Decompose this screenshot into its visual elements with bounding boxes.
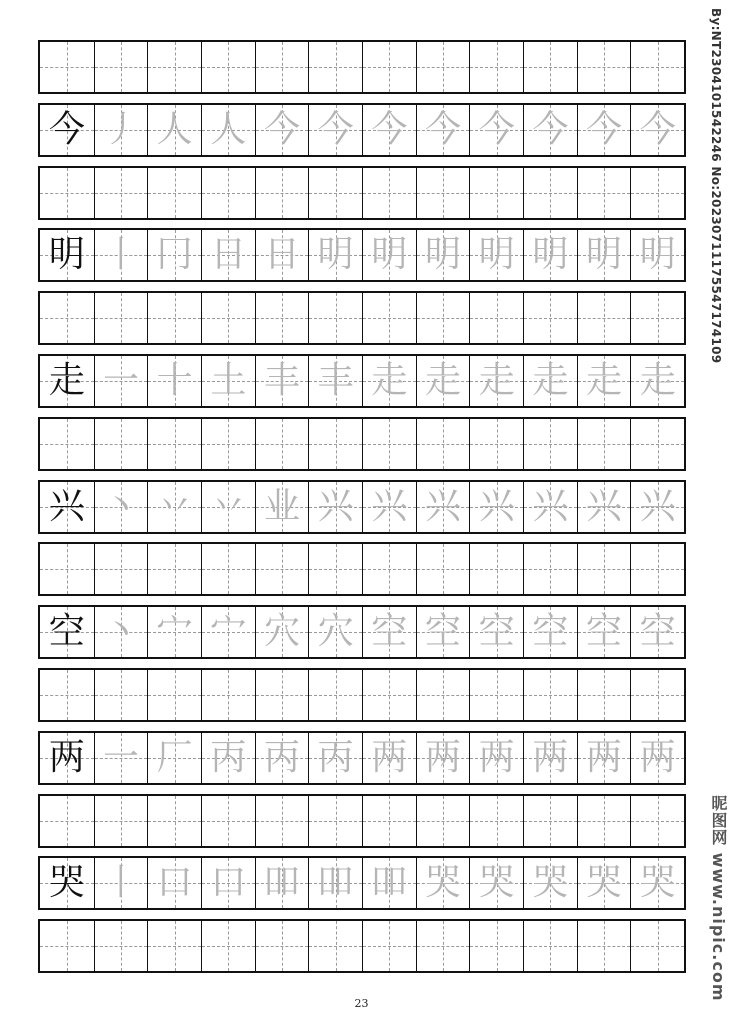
trace-stroke-step: 兴	[425, 485, 462, 527]
trace-stroke-step: 丷	[156, 485, 193, 527]
grid-cell	[255, 105, 309, 155]
grid-cell	[94, 105, 148, 155]
grid-cell	[416, 230, 470, 280]
grid-cell	[630, 544, 684, 594]
grid-cell	[201, 733, 255, 783]
grid-cell	[255, 796, 309, 846]
grid-cell	[147, 733, 201, 783]
blank-practice-row	[38, 668, 686, 722]
trace-stroke-step: 空	[639, 611, 676, 653]
grid-cell	[630, 733, 684, 783]
trace-stroke-step: 空	[478, 611, 515, 653]
grid-cell	[40, 733, 94, 783]
grid-cell	[40, 544, 94, 594]
trace-stroke-step: 空	[586, 611, 623, 653]
grid-cell	[201, 796, 255, 846]
grid-cell	[94, 293, 148, 343]
grid-cell	[523, 293, 577, 343]
grid-cell	[308, 607, 362, 657]
grid-cell	[362, 168, 416, 218]
trace-stroke-step: 今	[639, 108, 676, 150]
grid-cell	[94, 858, 148, 908]
page-number: 23	[354, 997, 369, 1010]
grid-cell	[630, 858, 684, 908]
grid-cell	[523, 670, 577, 720]
grid-cell	[255, 356, 309, 406]
grid-cell	[630, 105, 684, 155]
trace-stroke-step: 哭	[639, 862, 676, 904]
grid-cell	[362, 230, 416, 280]
trace-stroke-step: 吅	[317, 862, 354, 904]
grid-cell	[201, 419, 255, 469]
grid-cell	[577, 858, 631, 908]
grid-cell	[630, 168, 684, 218]
grid-cell	[255, 858, 309, 908]
grid-cell	[416, 168, 470, 218]
grid-cell	[308, 105, 362, 155]
grid-cell	[308, 858, 362, 908]
watermark-id: By:NT2304101542246 No:20230711175547174109	[709, 8, 723, 364]
grid-cell	[40, 356, 94, 406]
blank-practice-row	[38, 542, 686, 596]
grid-cell	[40, 607, 94, 657]
trace-stroke-step: 业	[264, 485, 301, 527]
character-row	[38, 103, 686, 157]
grid-cell	[147, 419, 201, 469]
trace-stroke-step: 明	[532, 234, 569, 276]
grid-cell	[40, 293, 94, 343]
model-character: 走	[48, 360, 85, 401]
grid-cell	[362, 105, 416, 155]
grid-cell	[416, 482, 470, 532]
grid-cell	[416, 105, 470, 155]
grid-cell	[362, 733, 416, 783]
character-row	[38, 605, 686, 659]
grid-cell	[94, 544, 148, 594]
grid-cell	[416, 356, 470, 406]
blank-practice-row	[38, 794, 686, 848]
trace-stroke-step: 兴	[317, 485, 354, 527]
grid-cell	[630, 921, 684, 971]
grid-cell	[94, 42, 148, 92]
grid-cell	[469, 293, 523, 343]
trace-stroke-step: 明	[371, 234, 408, 276]
grid-cell	[255, 293, 309, 343]
grid-cell	[308, 42, 362, 92]
grid-cell	[40, 482, 94, 532]
grid-cell	[308, 168, 362, 218]
trace-stroke-step: 人	[210, 108, 247, 150]
trace-stroke-step: 丙	[264, 736, 301, 778]
trace-stroke-step: 日	[210, 234, 247, 276]
grid-cell	[523, 482, 577, 532]
blank-practice-row	[38, 291, 686, 345]
grid-cell	[577, 544, 631, 594]
model-character: 空	[48, 611, 85, 653]
grid-cell	[469, 796, 523, 846]
grid-cell	[523, 733, 577, 783]
grid-cell	[94, 607, 148, 657]
trace-stroke-step: 空	[371, 611, 408, 653]
grid-cell	[362, 544, 416, 594]
grid-cell	[577, 921, 631, 971]
watermark-site: 昵图网 www.nipic.com	[709, 795, 728, 1002]
grid-cell	[577, 105, 631, 155]
grid-cell	[362, 858, 416, 908]
trace-stroke-step: 走	[586, 360, 623, 401]
grid-cell	[630, 230, 684, 280]
grid-cell	[147, 858, 201, 908]
grid-cell	[362, 670, 416, 720]
trace-stroke-step: 哭	[586, 862, 623, 904]
grid-cell	[308, 230, 362, 280]
grid-cell	[147, 168, 201, 218]
grid-cell	[201, 42, 255, 92]
trace-stroke-step: 两	[639, 736, 676, 778]
trace-stroke-step: 两	[478, 736, 515, 778]
grid-cell	[201, 921, 255, 971]
trace-stroke-step: 口	[210, 862, 247, 904]
grid-cell	[94, 921, 148, 971]
grid-cell	[255, 670, 309, 720]
trace-stroke-step: 兴	[371, 485, 408, 527]
character-row	[38, 480, 686, 534]
grid-cell	[94, 733, 148, 783]
trace-stroke-step: 兴	[586, 485, 623, 527]
model-character: 明	[48, 234, 85, 276]
trace-stroke-step: 丰	[317, 360, 354, 401]
trace-stroke-step: 宀	[156, 611, 193, 653]
grid-cell	[94, 356, 148, 406]
grid-cell	[469, 42, 523, 92]
grid-cell	[523, 42, 577, 92]
grid-cell	[577, 796, 631, 846]
grid-cell	[523, 544, 577, 594]
grid-cell	[362, 419, 416, 469]
grid-cell	[308, 796, 362, 846]
grid-cell	[630, 670, 684, 720]
grid-cell	[630, 796, 684, 846]
grid-cell	[416, 607, 470, 657]
grid-cell	[469, 858, 523, 908]
grid-cell	[630, 607, 684, 657]
grid-cell	[255, 42, 309, 92]
grid-cell	[40, 42, 94, 92]
grid-cell	[201, 858, 255, 908]
trace-stroke-step: 穴	[264, 611, 301, 653]
trace-stroke-step: 丶	[102, 485, 139, 527]
grid-cell	[362, 482, 416, 532]
grid-cell	[362, 293, 416, 343]
grid-cell	[147, 356, 201, 406]
trace-stroke-step: 人	[156, 108, 193, 150]
grid-cell	[255, 733, 309, 783]
grid-cell	[40, 230, 94, 280]
trace-stroke-step: 明	[317, 234, 354, 276]
character-row	[38, 354, 686, 408]
grid-cell	[201, 607, 255, 657]
trace-stroke-step: 两	[425, 736, 462, 778]
grid-cell	[201, 105, 255, 155]
trace-stroke-step: 今	[586, 108, 623, 150]
trace-stroke-step: 哭	[532, 862, 569, 904]
grid-cell	[362, 796, 416, 846]
grid-cell	[147, 293, 201, 343]
grid-cell	[40, 796, 94, 846]
trace-stroke-step: 明	[639, 234, 676, 276]
grid-cell	[40, 419, 94, 469]
grid-cell	[94, 796, 148, 846]
trace-stroke-step: 厂	[156, 736, 193, 778]
grid-cell	[147, 42, 201, 92]
character-row	[38, 228, 686, 282]
grid-cell	[630, 293, 684, 343]
trace-stroke-step: 丨	[102, 862, 139, 904]
grid-cell	[147, 105, 201, 155]
trace-stroke-step: 两	[371, 736, 408, 778]
grid-cell	[469, 607, 523, 657]
grid-cell	[416, 858, 470, 908]
trace-stroke-step: 一	[102, 360, 139, 401]
grid-cell	[630, 482, 684, 532]
grid-cell	[94, 482, 148, 532]
grid-cell	[630, 356, 684, 406]
grid-cell	[147, 796, 201, 846]
grid-cell	[147, 544, 201, 594]
grid-cell	[416, 921, 470, 971]
grid-cell	[362, 42, 416, 92]
trace-stroke-step: 丨	[102, 234, 139, 276]
grid-cell	[416, 796, 470, 846]
grid-cell	[147, 670, 201, 720]
grid-cell	[201, 482, 255, 532]
grid-cell	[469, 921, 523, 971]
grid-cell	[40, 168, 94, 218]
trace-stroke-step: 一	[102, 736, 139, 778]
grid-cell	[201, 670, 255, 720]
trace-stroke-step: 走	[371, 360, 408, 401]
grid-cell	[201, 168, 255, 218]
grid-cell	[469, 733, 523, 783]
trace-stroke-step: 今	[371, 108, 408, 150]
grid-cell	[201, 544, 255, 594]
grid-cell	[630, 42, 684, 92]
grid-cell	[147, 921, 201, 971]
grid-cell	[308, 293, 362, 343]
grid-cell	[416, 419, 470, 469]
grid-cell	[469, 419, 523, 469]
grid-cell	[523, 356, 577, 406]
grid-cell	[362, 921, 416, 971]
trace-stroke-step: 吅	[264, 862, 301, 904]
grid-cell	[469, 544, 523, 594]
grid-cell	[201, 293, 255, 343]
trace-stroke-step: 空	[425, 611, 462, 653]
trace-stroke-step: 哭	[478, 862, 515, 904]
grid-cell	[416, 733, 470, 783]
grid-cell	[308, 356, 362, 406]
trace-stroke-step: 丿	[102, 108, 139, 150]
grid-cell	[577, 230, 631, 280]
blank-practice-row	[38, 166, 686, 220]
trace-stroke-step: 吅	[371, 862, 408, 904]
model-character: 兴	[48, 485, 85, 527]
grid-cell	[40, 921, 94, 971]
grid-cell	[362, 356, 416, 406]
trace-stroke-step: 兴	[478, 485, 515, 527]
model-character: 哭	[48, 862, 85, 904]
grid-cell	[308, 670, 362, 720]
grid-cell	[630, 419, 684, 469]
trace-stroke-step: 穴	[317, 611, 354, 653]
trace-stroke-step: 明	[478, 234, 515, 276]
trace-stroke-step: 走	[639, 360, 676, 401]
trace-stroke-step: 今	[264, 108, 301, 150]
trace-stroke-step: 两	[586, 736, 623, 778]
grid-cell	[577, 356, 631, 406]
grid-cell	[577, 482, 631, 532]
grid-cell	[40, 105, 94, 155]
grid-cell	[255, 419, 309, 469]
trace-stroke-step: 丙	[210, 736, 247, 778]
trace-stroke-step: 空	[532, 611, 569, 653]
grid-cell	[308, 733, 362, 783]
grid-cell	[308, 921, 362, 971]
trace-stroke-step: 两	[532, 736, 569, 778]
trace-stroke-step: 明	[586, 234, 623, 276]
grid-cell	[577, 293, 631, 343]
grid-cell	[308, 482, 362, 532]
grid-cell	[255, 921, 309, 971]
grid-cell	[523, 921, 577, 971]
model-character: 两	[48, 736, 85, 778]
trace-stroke-step: 冂	[156, 234, 193, 276]
trace-stroke-step: 丷	[210, 485, 247, 527]
grid-cell	[416, 670, 470, 720]
trace-stroke-step: 明	[425, 234, 462, 276]
blank-practice-row	[38, 919, 686, 973]
trace-stroke-step: 走	[532, 360, 569, 401]
grid-cell	[577, 42, 631, 92]
grid-cell	[577, 419, 631, 469]
grid-cell	[577, 733, 631, 783]
grid-cell	[523, 796, 577, 846]
trace-stroke-step: 十	[156, 360, 193, 401]
grid-cell	[94, 419, 148, 469]
grid-cell	[523, 230, 577, 280]
trace-stroke-step: 土	[210, 360, 247, 401]
grid-cell	[469, 670, 523, 720]
trace-stroke-step: 口	[156, 862, 193, 904]
trace-stroke-step: 哭	[425, 862, 462, 904]
grid-cell	[416, 42, 470, 92]
grid-cell	[308, 419, 362, 469]
grid-cell	[577, 670, 631, 720]
grid-cell	[308, 544, 362, 594]
grid-cell	[469, 356, 523, 406]
trace-stroke-step: 今	[425, 108, 462, 150]
grid-cell	[469, 482, 523, 532]
blank-practice-row	[38, 40, 686, 94]
grid-cell	[469, 105, 523, 155]
grid-cell	[362, 607, 416, 657]
trace-stroke-step: 走	[425, 360, 462, 401]
grid-cell	[40, 858, 94, 908]
grid-cell	[255, 482, 309, 532]
grid-cell	[577, 607, 631, 657]
character-row	[38, 731, 686, 785]
grid-cell	[523, 105, 577, 155]
trace-stroke-step: 日	[264, 234, 301, 276]
trace-stroke-step: 兴	[532, 485, 569, 527]
grid-cell	[255, 230, 309, 280]
trace-stroke-step: 今	[478, 108, 515, 150]
grid-cell	[416, 293, 470, 343]
grid-cell	[523, 168, 577, 218]
grid-cell	[523, 419, 577, 469]
grid-cell	[577, 168, 631, 218]
grid-cell	[147, 482, 201, 532]
grid-cell	[416, 544, 470, 594]
grid-cell	[255, 607, 309, 657]
grid-cell	[40, 670, 94, 720]
trace-stroke-step: 宀	[210, 611, 247, 653]
grid-cell	[201, 230, 255, 280]
trace-stroke-step: 丙	[317, 736, 354, 778]
grid-cell	[94, 168, 148, 218]
trace-stroke-step: 今	[532, 108, 569, 150]
trace-stroke-step: 丶	[102, 611, 139, 653]
grid-cell	[94, 670, 148, 720]
grid-cell	[523, 858, 577, 908]
trace-stroke-step: 丰	[264, 360, 301, 401]
grid-cell	[147, 230, 201, 280]
grid-cell	[255, 168, 309, 218]
grid-cell	[469, 168, 523, 218]
trace-stroke-step: 兴	[639, 485, 676, 527]
grid-cell	[523, 607, 577, 657]
grid-cell	[469, 230, 523, 280]
trace-stroke-step: 走	[478, 360, 515, 401]
character-row	[38, 856, 686, 910]
model-character: 今	[48, 108, 85, 150]
grid-cell	[147, 607, 201, 657]
trace-stroke-step: 今	[317, 108, 354, 150]
blank-practice-row	[38, 417, 686, 471]
grid-cell	[94, 230, 148, 280]
grid-cell	[201, 356, 255, 406]
grid-cell	[255, 544, 309, 594]
